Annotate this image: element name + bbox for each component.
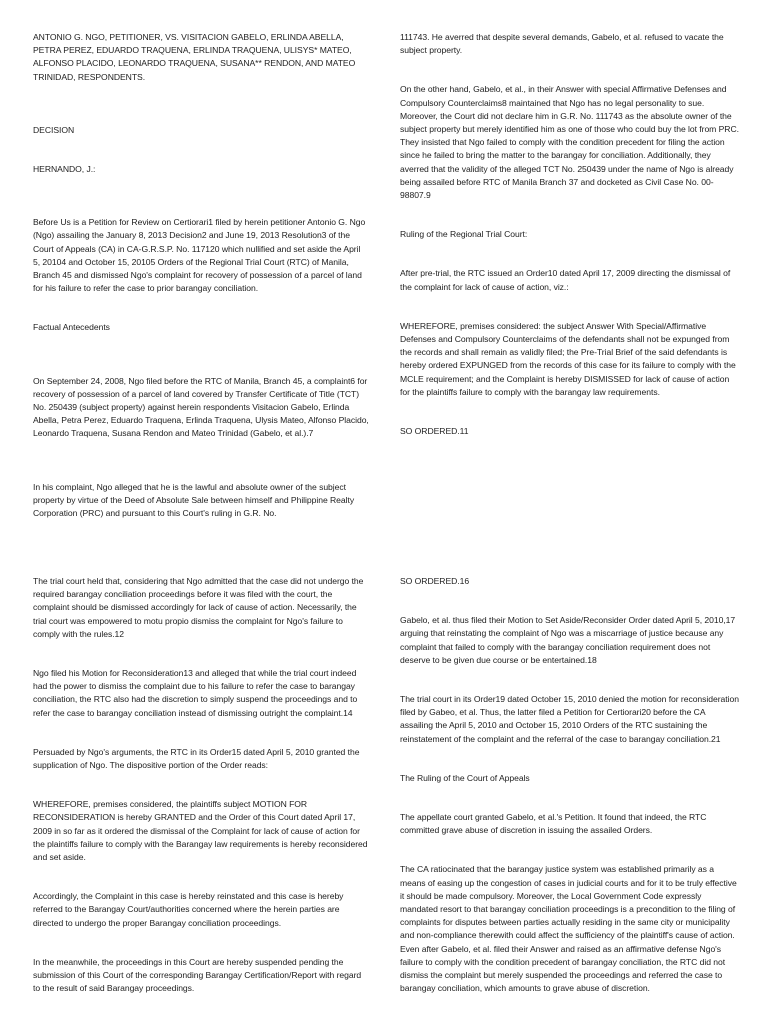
quoted-order: In the meanwhile, the proceedings in this Court are hereby suspended pending the submission of this Court of the corresponding Barangay Certification/Report with regard to the result of said Barangay proceedings. (33, 956, 362, 994)
section-heading-rtc-ruling: Ruling of the Regional Trial Court: (400, 229, 528, 240)
section-heading-ca-ruling: The Ruling of the Court of Appeals (400, 772, 530, 783)
paragraph: The appellate court granted Gabelo, et al.'s Petition. It found that indeed, the RTC committed grave abuse of discretion in issuing the assailed Orders. (400, 812, 707, 836)
quoted-order: WHEREFORE, premises considered: the subject Answer With Special/Affirmative Defenses and Compulsory Counterclaims of the defendants shall not be expunged from the records and shall remain as validly filed; the Pre-Trial Brief of the said defendants is hereby ordered EXPUNGED from the records of this case for its failure to comply with the MCLE requirement; and the Complaint is hereby DISMISSED for lack of cause of action for the plaintiffs failure to comply with the barangay law requirements. (400, 320, 736, 397)
paragraph: On the other hand, Gabelo, et al., in their Answer with special Affirmative Defenses and Compulsory Counterclaims8 maintained that Ngo has no legal personality to sue. Moreover, the Court did not declare him in G.R. No. 111743 as the absolute owner of the subject property but merely identified him as one of those who could buy the lot from PRC. They insisted that Ngo failed to comply with the condition precedent for filing the action since he failed to bring the matter to the barangay for conciliation. Additionally, they averred that the validity of the alleged TCT No. 250439 under the name of Ngo is already being assailed before RTC of Manila Branch 37 and docketed as Civil Case No. 00-98807.9 (400, 84, 739, 201)
paragraph: The trial court in its Order19 dated October 15, 2010 denied the motion for reconsideration filed by Gabeo, et al. Thus, the latter filed a Petition for Certiorari20 before the CA assailing the April 5, 2010 and October 15, 2010 Orders of the RTC sustaining the reinstatement of the complaint and the referral of the case to barangay conciliation.21 (400, 694, 739, 744)
paragraph: In his complaint, Ngo alleged that he is the lawful and absolute owner of the subject property by virtue of the Deed of Absolute Sale between himself and Philippine Realty Corporation (PRC) and pursuant to this Court's ruling in G.R. No. (33, 481, 355, 519)
ponente: HERNANDO, J.: (33, 164, 96, 175)
paragraph: After pre-trial, the RTC issued an Order10 dated April 17, 2009 directing the dismissal of the complaint for lack of cause of action, viz.: (400, 268, 731, 292)
paragraph: Persuaded by Ngo's arguments, the RTC in its Order15 dated April 5, 2010 granted the supplication of Ngo. The dispositive portion of the Order reads: (33, 746, 360, 771)
page-1-left-column (33, 31, 369, 520)
page-2-right-column (400, 575, 740, 995)
document-page-2 (0, 512, 768, 1024)
page-2-left-column (33, 575, 369, 995)
paragraph: Ngo filed his Motion for Reconsideration13 and alleged that while the trial court indeed had the power to dismiss the complaint due to his failure to refer the case to barangay conciliation, the RTC also had the discretion to simply suspend the proceedings and to refer the case to barangay conciliation instead of dismissing outright the complaint.14 (33, 668, 358, 718)
paragraph: The CA ratiocinated that the barangay justice system was established primarily as a means of easing up the congestion of cases in judicial courts and for it to be truly effective it should be made compulsory. Moreover, the Local Government Code expressly mandated resort to that barangay conciliation proceedings is a precondition to the filing of complaints for disputes between parties actually residing in the same city or municipality and non-compliance therewith could affect the sufficiency of the plaintiff's cause of action. Even after Gabelo, et al. filed their Answer and raised as an affirmative defense Ngo's failure to comply with the condition precedent of barangay conciliation, the RTC did not dismiss the complaint but merely suspended the proceedings and referred the case to barangay conciliation, which amounts to grave abuse of discretion. (400, 864, 737, 994)
case-caption: ANTONIO G. NGO, PETITIONER, VS. VISITACION GABELO, ERLINDA ABELLA, PETRA PEREZ, EDUARDO TRAQUENA, ERLINDA TRAQUENA, ULISYS* MATEO, ALFONSO PLACIDO, LEONARDO TRAQUENA, SUSANA** RENDON, AND MATEO TRINIDAD, RESPONDENTS. (33, 32, 356, 82)
paragraph: The trial court held that, considering that Ngo admitted that the case did not undergo the required barangay conciliation proceedings before it was filed with the court, the complaint should be dismissed accordingly for lack of cause of action. Necessarily, the trial court was empowered to motu propio dismiss the complaint for Ngo's failure to comply with the rules.12 (33, 576, 364, 639)
so-ordered: SO ORDERED.16 (400, 576, 470, 586)
quoted-order: WHEREFORE, premises considered, the plaintiffs subject MOTION FOR RECONSIDERATION is hereby GRANTED and the Order of this Court dated April 17, 2009 in so far as it ordered the dismissal of the Complaint for lack of cause of action for the plaintiffs failure to comply with the Barangay law requirements is hereby reconsidered and set aside. (33, 799, 368, 863)
paragraph: 111743. He averred that despite several demands, Gabelo, et al. refused to vacate the subject property. (400, 32, 724, 56)
decision-heading: DECISION (33, 124, 75, 135)
quoted-order: Accordingly, the Complaint in this case is hereby reinstated and this case is hereby referred to the Barangay Court/authorities concerned where the herein parties are directed to undergo the proper Barangay conciliation proceedings. (33, 891, 344, 928)
section-heading-factual-antecedents: Factual Antecedents (33, 322, 110, 333)
so-ordered: SO ORDERED.11 (400, 426, 469, 437)
paragraph: Gabelo, et al. thus filed their Motion to Set Aside/Reconsider Order dated April 5, 2010,17 arguing that reinstating the complaint of Ngo was a miscarriage of justice because any complaint that failed to comply with the barangay conciliation requirement does not deserve to be given due course or be entertained.18 (400, 615, 736, 665)
paragraph: Before Us is a Petition for Review on Certiorari1 filed by herein petitioner Antonio G. Ngo (Ngo) assailing the January 8, 2013 Decision2 and June 19, 2013 Resolution3 of the Court of Appeals (CA) in CA-G.R.S.P. No. 117120 which nullified and set aside the April 5, 20104 and October 15, 20105 Orders of the Regional Trial Court (RTC) of Manila, Branch 45 and dismissed Ngo's complaint for recovery of possession of a parcel of land for his failure to refer the case to prior barangay conciliation. (33, 217, 366, 294)
paragraph: On September 24, 2008, Ngo filed before the RTC of Manila, Branch 45, a complaint6 for recovery of possession of a parcel of land covered by Transfer Certificate of Title (TCT) No. 250439 (subject property) against herein respondents Visitacion Gabelo, Erlinda Abella, Petra Perez, Eduardo Traquena, Erlinda Traquena, Ulysis Mateo, Alfonso Placido, Leonardo Traquena, Susana Rendon and Mateo Trinidad (Gabelo, et al.).7 (33, 375, 369, 439)
page-1-right-column (400, 31, 740, 438)
